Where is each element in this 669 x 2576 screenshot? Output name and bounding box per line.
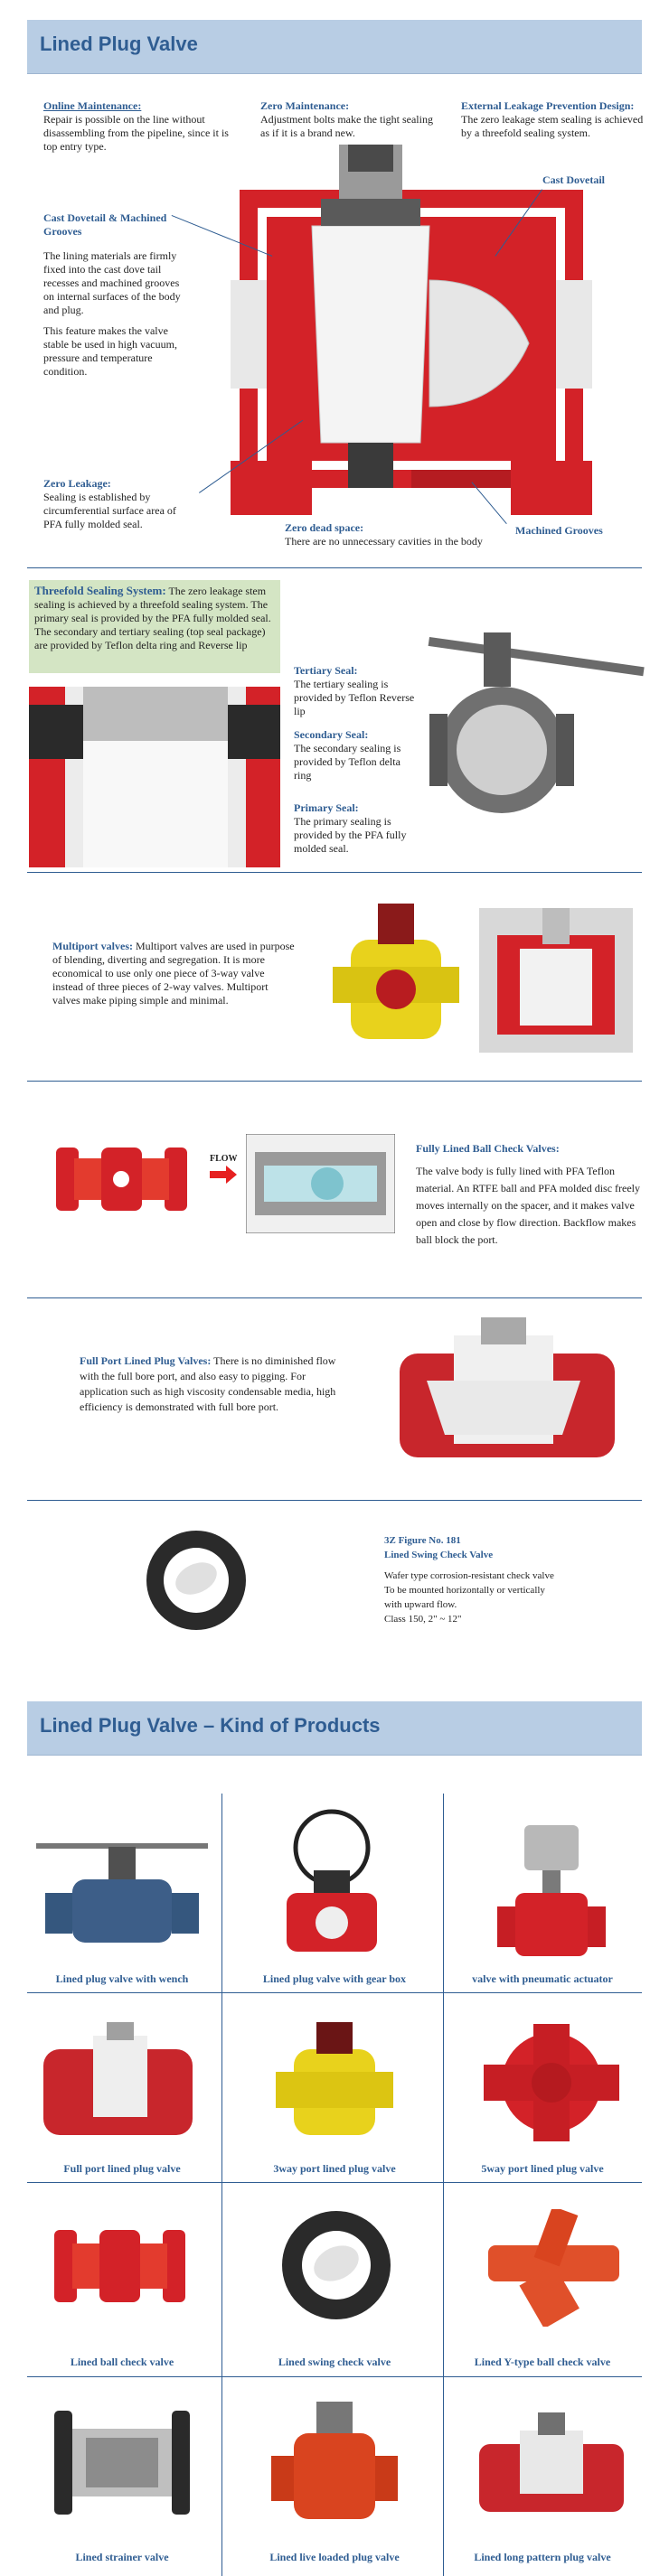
full-port-cutaway-image	[400, 1317, 615, 1457]
multiport-heading: Multiport valves:	[52, 940, 133, 952]
external-leakage-text: The zero leakage stem sealing is achieved by a threefold sealing system.	[461, 113, 644, 139]
plug-valve-cutaway-illustration	[231, 145, 592, 524]
product-label: 5way port lined plug valve	[481, 2162, 604, 2175]
product-image	[271, 2402, 398, 2528]
external-leakage-heading: External Leakage Prevention Design:	[461, 99, 635, 112]
zero-leakage-heading: Zero Leakage:	[43, 477, 111, 490]
product-image	[54, 2221, 185, 2311]
full-port-heading: Full Port Lined Plug Valves:	[80, 1354, 212, 1367]
cast-dovetail-grooves-block	[43, 211, 188, 379]
product-label: Lined live loaded plug valve	[269, 2551, 400, 2563]
cast-dovetail-label: Cast Dovetail	[542, 173, 605, 186]
tertiary-seal-heading: Tertiary Seal:	[294, 664, 358, 677]
page-title: Lined Plug Valve	[40, 33, 198, 55]
swing-check-block	[384, 1533, 565, 1626]
primary-seal-block	[294, 801, 420, 856]
product-label: Full port lined plug valve	[63, 2162, 181, 2175]
secondary-seal-block	[294, 728, 420, 782]
products-title-banner	[27, 1701, 642, 1756]
primary-seal-heading: Primary Seal:	[294, 801, 359, 814]
zero-dead-space-block	[285, 521, 511, 548]
product-label: 3way port lined plug valve	[273, 2162, 396, 2175]
product-label: valve with pneumatic actuator	[472, 1972, 613, 1985]
product-label: Lined strainer valve	[75, 2551, 169, 2563]
product-label: Lined ball check valve	[70, 2356, 174, 2368]
yellow-multiport-valve-image	[333, 904, 459, 1057]
zero-dead-space-text: There are no unnecessary cavities in the body	[285, 535, 483, 548]
product-image	[54, 2411, 190, 2515]
section-divider	[27, 567, 642, 568]
plug-valve-with-wrench-image	[420, 614, 646, 822]
flow-label: FLOW	[210, 1154, 238, 1164]
grid-divider	[27, 2376, 642, 2377]
figure-number: 3Z Figure No. 181	[384, 1535, 461, 1546]
section-divider	[27, 1297, 642, 1298]
product-label: Lined long pattern plug valve	[474, 2551, 611, 2563]
red-ball-check-valve-image	[56, 1138, 187, 1220]
product-label: Lined Y-type ball check valve	[474, 2356, 611, 2368]
zero-maintenance-block	[260, 99, 441, 140]
machined-grooves-label: Machined Grooves	[515, 524, 603, 537]
bottom-nut	[348, 443, 393, 488]
grid-divider	[27, 1992, 642, 1993]
cast-dovetail-grooves-p1: The lining materials are firmly fixed into the cast dove tail recesses and machined grooves on internal surfaces of the body and plug.	[43, 249, 181, 316]
flow-arrow-icon	[210, 1166, 237, 1184]
section-divider	[27, 1500, 642, 1501]
zero-dead-space-heading: Zero dead space:	[285, 521, 364, 534]
zero-maintenance-text: Adjustment bolts make the tight sealing as if it is a brand new.	[260, 113, 433, 139]
ball-check-heading: Fully Lined Ball Check Valves:	[416, 1142, 560, 1155]
multiport-text: Multiport valves are used in purpose of blending, diverting and segregation. It is more economical to use only one piece of 3-way valve instead of three pieces of 2-way valves. Multiport valves make piping simple and minimal.	[52, 940, 295, 1007]
cast-dovetail-grooves-p2: This feature makes the valve stable be used in high vacuum, pressure and temperature condition.	[43, 324, 177, 378]
product-label: Lined swing check valve	[278, 2356, 391, 2368]
secondary-seal-text: The secondary sealing is provided by Teflon delta ring	[294, 742, 401, 782]
online-maintenance-text: Repair is possible on the line without disassembling from the pipeline, since it is top entry type.	[43, 113, 229, 153]
online-maintenance-heading: Online Maintenance:	[43, 99, 142, 112]
section-divider	[27, 872, 642, 873]
product-image	[264, 1807, 400, 1956]
zero-leakage-text: Sealing is established by circumferential surface area of PFA fully molded seal.	[43, 491, 176, 530]
product-image	[276, 2022, 393, 2144]
swing-check-title: Lined Swing Check Valve	[384, 1550, 494, 1560]
primary-seal-text: The primary sealing is provided by the PFA fully molded seal.	[294, 815, 407, 855]
threefold-sealing-box	[29, 580, 280, 673]
swing-check-valve-image	[145, 1529, 249, 1633]
products-title: Lined Plug Valve – Kind of Products	[40, 1714, 381, 1737]
product-label: Lined plug valve with wench	[55, 1972, 189, 1985]
zero-maintenance-heading: Zero Maintenance:	[260, 99, 350, 112]
tertiary-seal-block	[294, 664, 420, 718]
product-image	[479, 2412, 624, 2516]
product-image	[36, 1834, 208, 1952]
swing-check-line4: Class 150, 2" ~ 12"	[384, 1614, 462, 1625]
cast-dovetail-grooves-heading: Cast Dovetail & Machined Grooves	[43, 211, 167, 238]
grid-divider	[27, 2182, 642, 2183]
product-image	[484, 2024, 619, 2141]
grid-divider	[443, 1794, 444, 2576]
ball-check-text: The valve body is fully lined with PFA Teflon material. An RTFE ball and PFA molded disc freely moves internally on the spacer, and it makes valve open and close by flow direction. Backflow makes ball block the port.	[416, 1165, 641, 1246]
external-leakage-block	[461, 99, 646, 140]
product-image	[43, 2022, 193, 2140]
product-label: Lined plug valve with gear box	[262, 1972, 407, 1985]
full-port-block	[80, 1354, 351, 1415]
multiport-cutaway-image	[479, 908, 633, 1053]
multiport-block	[52, 940, 297, 1007]
swing-check-line1: Wafer type corrosion-resistant check valve	[384, 1570, 554, 1581]
swing-check-line2: To be mounted horizontally or vertically	[384, 1585, 545, 1596]
full-port-text: There is no diminished flow with the full bore port, and also easy to pigging. For application such as high viscosity condensable media, high efficiency is demonstrated with full bore port.	[80, 1354, 336, 1413]
ball-check-block	[416, 1140, 642, 1249]
grid-divider	[221, 1794, 222, 2576]
online-maintenance-block	[43, 99, 233, 154]
product-image	[488, 2209, 619, 2327]
ball-check-cross-section-image	[246, 1134, 395, 1233]
threefold-text: The zero leakage stem sealing is achieved by a threefold sealing system. The primary seal is provided by the PFA fully molded seal. The secondary and tertiary sealing (top seal package) are provided by Teflon delta ring and Reverse lip	[34, 585, 271, 651]
zero-leakage-block	[43, 477, 193, 531]
secondary-seal-heading: Secondary Seal:	[294, 728, 369, 741]
product-image	[497, 1825, 606, 1961]
seal-closeup-illustration	[29, 687, 280, 867]
tertiary-seal-text: The tertiary sealing is provided by Teflon Reverse lip	[294, 678, 415, 717]
swing-check-line3: with upward flow.	[384, 1599, 457, 1610]
product-image	[280, 2209, 393, 2322]
section-title-banner	[27, 20, 642, 74]
section-divider	[27, 1081, 642, 1082]
threefold-heading: Threefold Sealing System:	[34, 584, 166, 597]
plug	[312, 226, 429, 443]
